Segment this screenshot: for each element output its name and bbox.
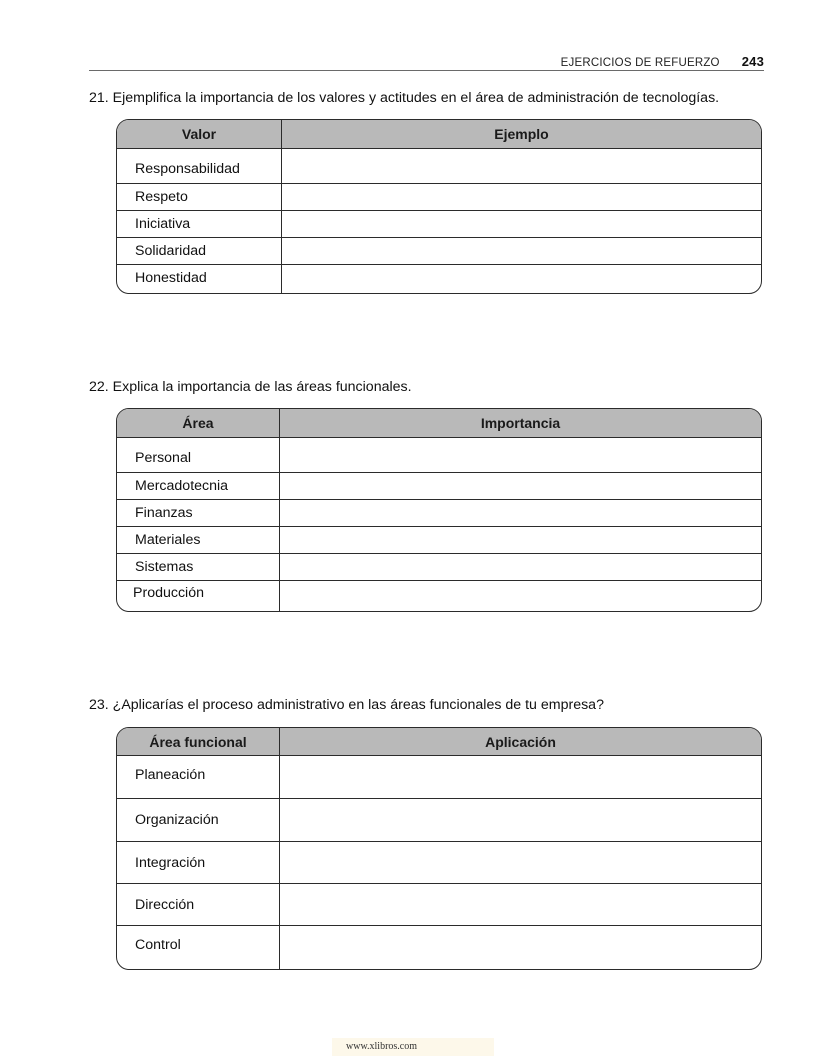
answer-cell[interactable] [280, 473, 761, 499]
answer-cell[interactable] [282, 149, 761, 183]
table-row [117, 755, 761, 798]
row-label: Organización [117, 799, 280, 841]
answer-cell[interactable] [282, 238, 761, 264]
table-row [117, 526, 761, 553]
row-label: Finanzas [117, 500, 280, 526]
table-header-row [117, 120, 761, 148]
answer-cell[interactable] [280, 756, 761, 798]
answer-cell[interactable] [280, 926, 761, 969]
table-row [117, 437, 761, 472]
answer-cell[interactable] [280, 554, 761, 580]
row-label: Honestidad [117, 265, 282, 294]
answer-cell[interactable] [280, 799, 761, 841]
table-row [117, 237, 761, 264]
column-header-aplicacion: Aplicación [485, 733, 556, 750]
question-23-prompt: 23. ¿Aplicarías el proceso administrativo en las áreas funcionales de tu empresa? [89, 697, 604, 713]
answer-cell[interactable] [282, 184, 761, 210]
answer-cell[interactable] [280, 527, 761, 553]
table-row [117, 472, 761, 499]
question-21-prompt: 21. Ejemplifica la importancia de los valores y actitudes en el área de administración de tecnologías. [89, 90, 720, 106]
column-header-area: Área [117, 409, 280, 437]
question-22-prompt: 22. Explica la importancia de las áreas funcionales. [89, 379, 412, 395]
table-row [117, 264, 761, 294]
answer-cell[interactable] [280, 581, 761, 612]
table-row [117, 148, 761, 183]
row-label: Producción [117, 581, 280, 612]
column-header-area-funcional: Área funcional [117, 728, 280, 755]
running-header [89, 54, 764, 71]
answer-cell[interactable] [280, 500, 761, 526]
table-row [117, 499, 761, 526]
table-row [117, 798, 761, 841]
row-label: Dirección [117, 884, 280, 925]
table-row [117, 183, 761, 210]
areas-table [116, 408, 762, 612]
page-number: 243 [741, 54, 764, 69]
table-row [117, 210, 761, 237]
table-row [117, 841, 761, 883]
row-label: Personal [117, 438, 280, 472]
column-header-ejemplo: Ejemplo [494, 126, 549, 142]
answer-cell[interactable] [280, 842, 761, 883]
answer-cell[interactable] [280, 438, 761, 472]
column-header-importancia: Importancia [480, 415, 561, 431]
row-label: Integración [117, 842, 280, 883]
table-row [117, 553, 761, 580]
values-table [116, 119, 762, 294]
section-title: EJERCICIOS DE REFUERZO [560, 57, 720, 69]
table-header-row [117, 409, 761, 437]
answer-cell[interactable] [280, 884, 761, 925]
answer-cell[interactable] [282, 211, 761, 237]
answer-cell[interactable] [282, 265, 761, 294]
row-label: Materiales [117, 527, 280, 553]
row-label: Respeto [117, 184, 282, 210]
row-label: Responsabilidad [117, 149, 282, 183]
row-label: Mercadotecnia [117, 473, 280, 499]
row-label: Planeación [117, 756, 280, 798]
footer-credit: www.xlibros.com [332, 1038, 494, 1056]
row-label: Iniciativa [117, 211, 282, 237]
application-table [116, 727, 762, 970]
table-header-row [117, 728, 761, 755]
row-label: Sistemas [117, 554, 280, 580]
row-label: Solidaridad [117, 238, 282, 264]
row-label: Control [117, 926, 280, 969]
column-header-valor: Valor [117, 120, 282, 148]
table-row [117, 925, 761, 969]
table-row [117, 580, 761, 612]
table-row [117, 883, 761, 925]
